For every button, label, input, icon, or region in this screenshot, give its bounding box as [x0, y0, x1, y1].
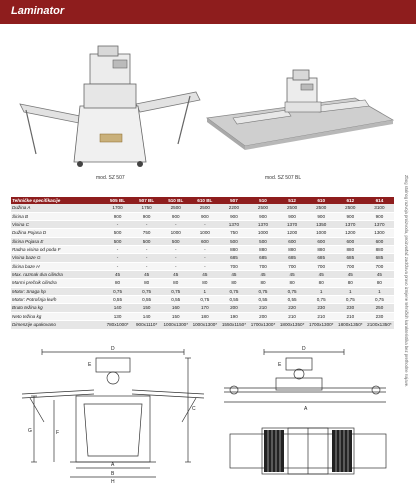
table-cell: 1350: [307, 221, 336, 229]
table-cell: 80: [132, 279, 161, 287]
table-cell: 210: [336, 312, 365, 320]
product-photo-sz507: [18, 44, 203, 169]
table-cell: 0,55: [248, 296, 277, 304]
table-cell: 1200: [278, 229, 307, 237]
column-header: 507: [219, 197, 248, 204]
title-bar: [0, 0, 416, 24]
table-cell: 685: [248, 254, 277, 262]
row-label: Dužina Pojasa D: [11, 229, 103, 237]
front-view-drawing: [14, 344, 214, 489]
table-cell: 220: [278, 304, 307, 312]
table-cell: 80: [219, 279, 248, 287]
table-cell: -: [161, 262, 190, 270]
table-cell: 600: [190, 237, 219, 245]
row-label: Dužina A: [11, 204, 103, 212]
table-cell: 1: [307, 287, 336, 295]
table-cell: 45: [336, 271, 365, 279]
table-cell: 0,75: [365, 296, 394, 304]
table-cell: 45: [365, 271, 394, 279]
table-cell: 900: [248, 212, 277, 220]
table-cell: 900: [307, 212, 336, 220]
row-label: Visina baze G: [11, 254, 103, 262]
table-cell: 0,75: [248, 287, 277, 295]
table-cell: 700: [248, 262, 277, 270]
table-cell: 600: [365, 237, 394, 245]
dim-label-h: H: [111, 479, 115, 484]
table-cell: -: [103, 262, 132, 270]
table-cell: 2500: [336, 204, 365, 212]
row-label: Neto težina kg: [11, 312, 103, 320]
table-cell: 900: [336, 212, 365, 220]
table-cell: 900: [161, 212, 190, 220]
table-cell: 1000x1300*: [161, 321, 190, 329]
table-cell: 685: [307, 254, 336, 262]
table-cell: 1: [336, 287, 365, 295]
table-row: [11, 304, 394, 312]
table-cell: 80: [278, 279, 307, 287]
row-label: Širina baze H: [11, 262, 103, 270]
table-cell: 2200: [219, 204, 248, 212]
table-cell: 500: [103, 229, 132, 237]
table-cell: 0,75: [132, 287, 161, 295]
table-cell: 880: [278, 246, 307, 254]
table-cell: 900: [219, 212, 248, 220]
column-header: 610: [307, 197, 336, 204]
table-cell: 1: [190, 287, 219, 295]
table-cell: 200: [219, 304, 248, 312]
table-cell: 880: [336, 246, 365, 254]
table-cell: 0,55: [219, 296, 248, 304]
table-cell: 1000: [190, 229, 219, 237]
row-label: Radna visina od poda F: [11, 246, 103, 254]
table-cell: 140: [132, 312, 161, 320]
table-cell: 45: [307, 271, 336, 279]
page-title: Laminator: [11, 5, 65, 17]
table-cell: 80: [307, 279, 336, 287]
column-header: 510: [248, 197, 277, 204]
table-cell: -: [132, 221, 161, 229]
table-cell: 210: [278, 312, 307, 320]
table-cell: 0,55: [161, 296, 190, 304]
column-header: 510 BL: [161, 197, 190, 204]
table-cell: 2100x1350*: [365, 321, 394, 329]
table-cell: 1800x1350*: [336, 321, 365, 329]
table-cell: 2500: [190, 204, 219, 212]
table-cell: 780x1000*: [103, 321, 132, 329]
table-cell: 0,55: [278, 296, 307, 304]
dim-label-c: C: [192, 406, 196, 412]
column-header: 610 BL: [190, 197, 219, 204]
table-row: [11, 296, 394, 304]
table-cell: 900: [132, 212, 161, 220]
table-cell: 1: [365, 287, 394, 295]
table-cell: 45: [219, 271, 248, 279]
column-header: Tehničke specifikacije: [11, 197, 103, 204]
table-cell: 80: [336, 279, 365, 287]
table-cell: 2500: [278, 204, 307, 212]
dim-label-e: E: [278, 362, 282, 368]
table-cell: 45: [103, 271, 132, 279]
row-label: Bruto težina kg: [11, 304, 103, 312]
table-cell: 1370: [248, 221, 277, 229]
dim-label-d: D: [302, 346, 306, 352]
side-note-text: Zbog stalnog razvoja proizvoda, proizvođač zadržava pravo izmjene tehničkih karakteristika bez prethodne najave.: [404, 175, 409, 388]
table-row: [11, 279, 394, 287]
table-cell: 1700: [103, 204, 132, 212]
table-cell: 500: [161, 237, 190, 245]
dim-label-a: A: [304, 406, 308, 412]
table-cell: 685: [278, 254, 307, 262]
table-cell: 45: [248, 271, 277, 279]
table-cell: -: [161, 246, 190, 254]
table-cell: 880: [307, 246, 336, 254]
table-cell: 685: [365, 254, 394, 262]
table-cell: 150: [132, 304, 161, 312]
table-cell: 700: [365, 262, 394, 270]
table-cell: 80: [103, 279, 132, 287]
table-cell: 230: [365, 312, 394, 320]
table-cell: 150: [161, 312, 190, 320]
table-cell: 45: [132, 271, 161, 279]
table-cell: 1000: [307, 229, 336, 237]
table-cell: 600: [278, 237, 307, 245]
table-cell: 0,75: [190, 296, 219, 304]
row-label: Motor: Snaga hp: [11, 287, 103, 295]
table-cell: 900: [365, 212, 394, 220]
table-cell: 1550x1150*: [219, 321, 248, 329]
row-label: Marmi prečnik cilindra: [11, 279, 103, 287]
row-label: Širina B: [11, 212, 103, 220]
table-cell: 140: [103, 304, 132, 312]
table-cell: 900: [278, 212, 307, 220]
table-row: [11, 287, 394, 295]
table-cell: 1000: [248, 229, 277, 237]
dim-label-a: A: [111, 462, 115, 468]
table-cell: 880: [365, 246, 394, 254]
table-cell: -: [103, 246, 132, 254]
table-row: [11, 271, 394, 279]
table-cell: 1370: [219, 221, 248, 229]
table-cell: 500: [248, 237, 277, 245]
table-cell: 0,75: [219, 287, 248, 295]
table-cell: 250: [365, 304, 394, 312]
table-cell: 80: [248, 279, 277, 287]
row-label: Max. razmak dva cilindra: [11, 271, 103, 279]
table-cell: 0,75: [307, 296, 336, 304]
table-cell: 1370: [278, 221, 307, 229]
table-cell: 0,55: [103, 296, 132, 304]
table-cell: 500: [132, 237, 161, 245]
table-cell: 0,75: [161, 287, 190, 295]
side-view-drawing: [220, 344, 390, 424]
row-label: Širina Pojasa E: [11, 237, 103, 245]
table-cell: -: [132, 246, 161, 254]
table-cell: 900: [103, 212, 132, 220]
spec-table-body: [11, 204, 394, 329]
table-cell: 700: [219, 262, 248, 270]
table-cell: 900: [190, 212, 219, 220]
table-cell: 130: [103, 312, 132, 320]
top-view-drawing: [228, 426, 388, 481]
table-cell: -: [190, 254, 219, 262]
table-cell: 600: [307, 237, 336, 245]
spec-table: [11, 197, 394, 330]
dim-label-f: F: [56, 430, 60, 436]
spec-table-header: [11, 197, 394, 204]
row-label: Dimenzije upakovano: [11, 321, 103, 329]
table-row: [11, 212, 394, 220]
table-cell: 1000: [161, 229, 190, 237]
table-cell: -: [190, 262, 219, 270]
table-cell: 210: [248, 304, 277, 312]
table-cell: 160: [161, 304, 190, 312]
table-cell: 1800x1350*: [278, 321, 307, 329]
table-cell: 880: [248, 246, 277, 254]
table-cell: 3100: [365, 204, 394, 212]
table-cell: 45: [190, 271, 219, 279]
table-cell: 1370: [365, 221, 394, 229]
table-row: [11, 221, 394, 229]
table-cell: -: [132, 254, 161, 262]
table-cell: 0,75: [336, 296, 365, 304]
table-cell: 0,75: [278, 287, 307, 295]
table-cell: 500: [219, 237, 248, 245]
table-row: [11, 229, 394, 237]
table-cell: -: [161, 254, 190, 262]
table-cell: 2500: [307, 204, 336, 212]
column-header: 512: [278, 197, 307, 204]
table-row: [11, 254, 394, 262]
table-cell: 0,55: [132, 296, 161, 304]
table-cell: 685: [336, 254, 365, 262]
table-cell: 230: [336, 304, 365, 312]
table-cell: 200: [248, 312, 277, 320]
table-row: [11, 246, 394, 254]
photo-caption: mod. SZ 507: [96, 175, 125, 181]
table-cell: 80: [190, 279, 219, 287]
table-row: [11, 321, 394, 329]
table-cell: 900x1110*: [132, 321, 161, 329]
table-row: [11, 312, 394, 320]
table-cell: 1700x1300*: [248, 321, 277, 329]
row-label: Motor: Potrošnja kw/h: [11, 296, 103, 304]
table-cell: -: [103, 221, 132, 229]
dim-label-b: B: [111, 471, 115, 477]
table-cell: 45: [161, 271, 190, 279]
table-cell: 1700x1300*: [307, 321, 336, 329]
side-note: [402, 175, 410, 455]
table-cell: 600: [336, 237, 365, 245]
table-row: [11, 204, 394, 212]
table-cell: 500: [103, 237, 132, 245]
table-cell: 1750: [132, 204, 161, 212]
table-cell: 0,75: [103, 287, 132, 295]
column-header: 614: [365, 197, 394, 204]
table-cell: 80: [161, 279, 190, 287]
table-cell: 700: [278, 262, 307, 270]
table-cell: -: [190, 221, 219, 229]
dim-label-e: E: [88, 362, 92, 368]
table-cell: 1200: [336, 229, 365, 237]
table-cell: 700: [307, 262, 336, 270]
table-cell: 685: [219, 254, 248, 262]
dim-label-g: G: [28, 428, 32, 434]
table-cell: 2500: [248, 204, 277, 212]
table-cell: 45: [278, 271, 307, 279]
column-header: 507 BL: [132, 197, 161, 204]
table-cell: 700: [336, 262, 365, 270]
table-cell: 750: [132, 229, 161, 237]
table-cell: -: [132, 262, 161, 270]
table-cell: -: [190, 246, 219, 254]
table-cell: 80: [365, 279, 394, 287]
table-cell: 190: [219, 312, 248, 320]
table-cell: 2500: [161, 204, 190, 212]
column-header: 505 BL: [103, 197, 132, 204]
product-photo-sz507bl: [205, 68, 395, 158]
table-cell: 880: [219, 246, 248, 254]
column-header: 612: [336, 197, 365, 204]
table-cell: 180: [190, 312, 219, 320]
table-cell: 1370: [336, 221, 365, 229]
table-cell: 210: [307, 312, 336, 320]
table-cell: -: [103, 254, 132, 262]
table-cell: -: [161, 221, 190, 229]
photo-caption: mod. SZ 507 BL: [265, 175, 302, 181]
dim-label-d: D: [111, 346, 115, 352]
table-cell: 1300: [365, 229, 394, 237]
table-cell: 750: [219, 229, 248, 237]
table-row: [11, 237, 394, 245]
row-label: Visina C: [11, 221, 103, 229]
table-cell: 170: [190, 304, 219, 312]
table-cell: 230: [307, 304, 336, 312]
table-cell: 1000x1300*: [190, 321, 219, 329]
table-row: [11, 262, 394, 270]
